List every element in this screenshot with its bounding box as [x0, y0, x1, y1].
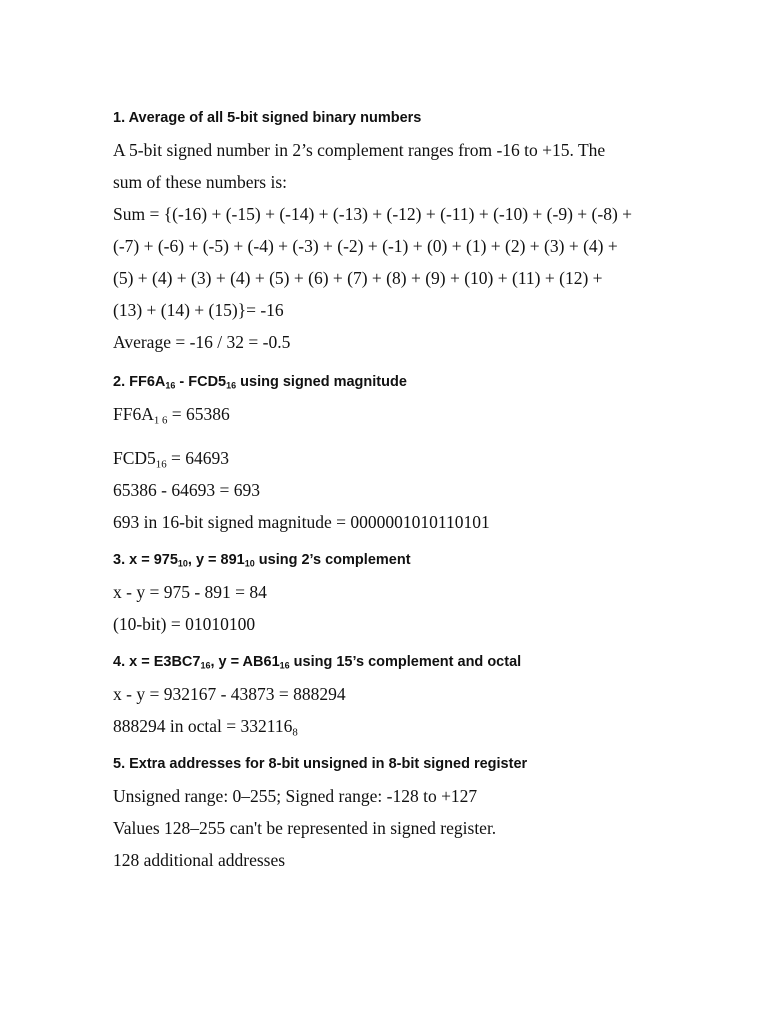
section-4-heading: 4. $x = E3BC7_{16}$, $y = AB61_{16}$ using 15’s complement and octal — [113, 654, 522, 671]
section-5 — [113, 754, 673, 876]
section-3-line-1: x - y = 975 - 891 = 84 — [113, 582, 267, 602]
section-5-line-3: 128 additional addresses — [113, 850, 286, 870]
section-1-line-6: (13) + (14) + (15)}= -16 — [113, 300, 284, 320]
section-2-line-2: $FCD5_{16} = 64693$ — [113, 448, 230, 471]
section-5-line-2: Values 128–255 can't be represented in signed register. — [113, 818, 497, 838]
section-4-line-1: x - y = 932167 - 43873 = 888294 — [113, 684, 346, 704]
section-3 — [113, 550, 673, 640]
section-2-heading: 2. $FF6A_{16} - FCD5_{16}$ using signed magnitude — [113, 374, 407, 391]
section-2-line-4: 693 in 16-bit signed magnitude = 0000001010110101 — [113, 512, 490, 532]
section-1-line-2: sum of these numbers is: — [113, 172, 288, 192]
section-1-line-3: Sum = {(-16) + (-15) + (-14) + (-13) + (-12) + (-11) + (-10) + (-9) + (-8) + — [113, 204, 633, 224]
section-1-line-5: (5) + (4) + (3) + (4) + (5) + (6) + (7) + (8) + (9) + (10) + (11) + (12) + — [113, 268, 603, 288]
section-1-line-1: A 5-bit signed number in 2’s complement ranges from -16 to +15. The — [113, 140, 606, 160]
section-5-line-1: Unsigned range: 0–255; Signed range: -128 to +127 — [113, 786, 478, 806]
section-2-line-3: 65386 - 64693 = 693 — [113, 480, 260, 500]
document-page — [113, 108, 673, 876]
section-5-heading: 5. Extra addresses for 8-bit unsigned in 8-bit signed register — [113, 756, 528, 772]
section-1-line-7: Average = -16 / 32 = -0.5 — [113, 332, 291, 352]
section-1-line-4: (-7) + (-6) + (-5) + (-4) + (-3) + (-2) + (-1) + (0) + (1) + (2) + (3) + (4) + — [113, 236, 618, 256]
section-2-line-1: $FF6A_{1 6} = 65386$ — [113, 404, 230, 427]
section-4-line-2: 888294 in octal = $332116_8$ — [113, 716, 298, 739]
section-4 — [113, 652, 673, 742]
section-3-line-2: (10-bit) = 01010100 — [113, 614, 256, 634]
section-1 — [113, 108, 673, 358]
section-1-heading: 1. Average of all 5-bit signed binary numbers — [113, 110, 422, 126]
section-2 — [113, 372, 673, 538]
section-3-heading: 3. $x = 975_{10}$, $y = 891_{10}$ using 2’s complement — [113, 552, 411, 569]
